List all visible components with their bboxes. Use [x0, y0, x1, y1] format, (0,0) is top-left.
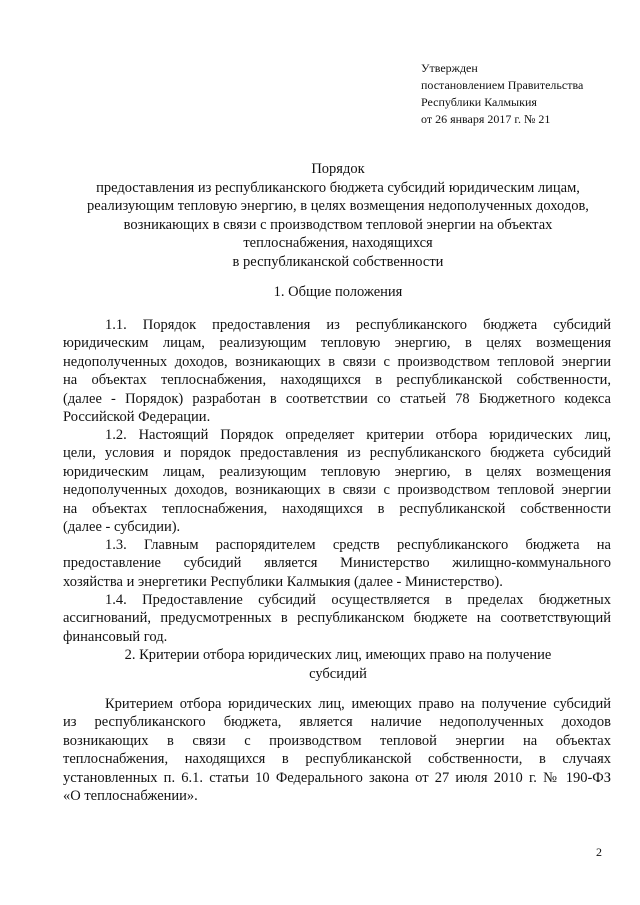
- paragraph-line: возникающих в связи с производством тепловой энергии на объектах: [63, 732, 611, 749]
- paragraph-1-2: [63, 426, 611, 536]
- document-title: [60, 160, 616, 271]
- paragraph-1-3: [63, 536, 611, 591]
- paragraph-line: Российской Федерации.: [63, 409, 211, 426]
- approval-line: постановлением Правительства: [421, 78, 584, 92]
- paragraph-line: Критерием отбора юридических лиц, имеющих право на получение субсидий: [105, 696, 611, 712]
- paragraph-line: на объектах теплоснабжения, находящихся в республиканской собственности,: [63, 372, 611, 389]
- paragraph-line: финансовый год.: [63, 628, 168, 645]
- title-line: Порядок: [311, 161, 365, 177]
- title-line: в республиканской собственности: [232, 253, 444, 270]
- title-line: реализующим тепловую энергию, в целях возмещения недополученных доходов,: [87, 198, 589, 214]
- paragraph-line: 1.2. Настоящий Порядок определяет критерии отбора юридических лиц,: [105, 427, 611, 443]
- paragraph-line: 1.3. Главным распорядителем средств республиканского бюджета на: [105, 537, 611, 553]
- page-number: 2: [596, 845, 602, 859]
- paragraph-line: 1.4. Предоставление субсидий осуществляется в пределах бюджетных: [105, 592, 611, 608]
- paragraph-1-1: [63, 316, 611, 426]
- paragraph-line: предоставление субсидий является Министерство жилищно-коммунального: [63, 555, 611, 572]
- title-line: предоставления из республиканского бюджета субсидий юридическим лицам,: [96, 179, 580, 196]
- paragraph-line: установленных п. 6.1. статьи 10 Федерального закона от 27 июля 2010 г. № 190-ФЗ: [63, 769, 611, 786]
- paragraph-line: на объектах теплоснабжения, находящихся в республиканской собственности: [63, 500, 611, 517]
- paragraph-line: (далее - субсидии).: [63, 519, 181, 536]
- section-heading: [60, 283, 616, 302]
- approval-line: Утвержден: [421, 61, 478, 75]
- section-heading: [60, 646, 616, 683]
- paragraph-line: (далее - Порядок) разработан в соответствии со статьей 78 Бюджетного кодекса: [63, 390, 611, 407]
- paragraph-line: хозяйства и энергетики Республики Калмыкия (далее - Министерство).: [63, 573, 503, 590]
- paragraph-1-4: [63, 591, 611, 646]
- paragraph-line: юридическим лицам, реализующим тепловую энергию, в целях возмещения: [63, 335, 611, 352]
- section-heading-text: 1. Общие положения: [273, 284, 403, 300]
- paragraph-line: недополученных доходов, возникающих в связи с производством тепловой энергии: [63, 353, 611, 370]
- title-line: возникающих в связи с производством тепловой энергии на объектах: [123, 216, 553, 233]
- section-heading-text: субсидий: [309, 665, 367, 682]
- paragraph-line: теплоснабжения, находящихся в республиканской собственности, в случаях: [63, 751, 611, 768]
- approval-block: [421, 60, 583, 128]
- approval-line: от 26 января 2017 г. № 21: [421, 112, 551, 126]
- paragraph-line: ассигнований, предусмотренных в республиканском бюджете на соответствующий: [63, 610, 611, 627]
- paragraph-line: юридическим лицам, реализующим тепловую энергию, в целях возмещения: [63, 463, 611, 480]
- paragraph-line: из республиканского бюджета, является наличие недополученных доходов: [63, 714, 611, 731]
- paragraph-line: недополученных доходов, возникающих в связи с производством тепловой энергии: [63, 482, 611, 499]
- paragraph-line: цели, условия и порядок предоставления из республиканского бюджета субсидий: [63, 445, 611, 462]
- section-heading-text: 2. Критерии отбора юридических лиц, имеющих право на получение: [124, 647, 552, 663]
- approval-line: Республики Калмыкия: [421, 95, 537, 109]
- paragraph-line: 1.1. Порядок предоставления из республиканского бюджета субсидий: [105, 317, 611, 333]
- title-line: теплоснабжения, находящихся: [243, 235, 433, 251]
- paragraph-2-1: [63, 695, 611, 805]
- paragraph-line: «О теплоснабжении».: [63, 788, 198, 805]
